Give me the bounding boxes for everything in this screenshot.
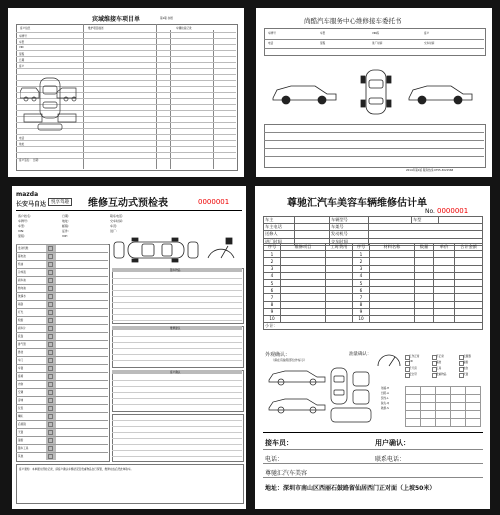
form-line bbox=[112, 342, 242, 343]
row-number: 8 bbox=[353, 301, 370, 308]
option-label: 安全带 bbox=[409, 373, 417, 376]
checkbox[interactable] bbox=[48, 318, 53, 323]
checklist-item: 空调 bbox=[18, 390, 24, 394]
checklist-line bbox=[16, 292, 108, 293]
header-cell: 序号 bbox=[264, 244, 281, 251]
phone-label: 电话： bbox=[265, 456, 284, 463]
damage-grid-cell[interactable] bbox=[465, 418, 481, 427]
sheet1-title: 宾域维接车项目单 bbox=[92, 16, 141, 23]
checkbox[interactable] bbox=[48, 286, 53, 291]
checklist-line bbox=[16, 316, 108, 317]
option-label: 遥控 bbox=[436, 361, 442, 364]
checkbox[interactable] bbox=[48, 342, 53, 347]
form-line bbox=[112, 404, 242, 405]
cell: 车主 bbox=[264, 217, 295, 224]
info-label: 车牌号： bbox=[18, 219, 31, 223]
sheet3-footer: 客户须知：本单据为预检记录，请客户确认车辆状况及贵重物品自行保管，维修完成后凭此单取车。 bbox=[19, 468, 134, 471]
checklist-line bbox=[16, 276, 108, 277]
vehicle-info-table bbox=[263, 216, 483, 246]
option-label: 贵重物品 bbox=[436, 373, 447, 376]
row-number: 6 bbox=[353, 287, 370, 294]
row-number: 10 bbox=[353, 315, 370, 322]
form-line bbox=[112, 308, 242, 309]
sheet-vehicle-intake bbox=[8, 8, 244, 177]
form-line bbox=[112, 380, 242, 381]
checklist-line bbox=[16, 436, 108, 437]
checklist-line bbox=[16, 420, 108, 421]
row-number: 8 bbox=[264, 301, 281, 308]
header-cell: 合计金额 bbox=[455, 244, 483, 251]
row-number: 2 bbox=[264, 258, 281, 265]
checklist-line bbox=[16, 252, 108, 253]
header-cell: 数量 bbox=[415, 244, 434, 251]
checkbox[interactable] bbox=[48, 350, 53, 355]
checklist-line bbox=[16, 428, 108, 429]
checklist-line bbox=[16, 284, 108, 285]
form-line bbox=[112, 360, 242, 361]
form-line bbox=[112, 320, 242, 321]
option-label: CD bbox=[409, 360, 413, 363]
cell: 发动机号 bbox=[330, 231, 369, 238]
checklist-item: 转向油 bbox=[18, 286, 26, 290]
info-label: 日期： bbox=[62, 214, 72, 218]
row-number: 2 bbox=[353, 258, 370, 265]
row-line bbox=[16, 56, 236, 57]
table-row bbox=[264, 301, 483, 308]
row-number: 3 bbox=[264, 265, 281, 272]
sheet1-row-label: 日期 bbox=[19, 59, 25, 62]
checkbox[interactable] bbox=[48, 262, 53, 267]
checklist-item: 机油 bbox=[18, 262, 24, 266]
option-label: 千斤顶 bbox=[409, 367, 417, 370]
fuel-label: 油量确认： bbox=[349, 352, 372, 357]
checkbox[interactable] bbox=[48, 358, 53, 363]
company-name: 尊驰汇汽车美容 bbox=[265, 470, 308, 477]
header-cell: 材料名称 bbox=[370, 244, 415, 251]
car-top-diagram bbox=[356, 68, 396, 116]
no-label: No. bbox=[425, 208, 435, 215]
form-line bbox=[112, 284, 242, 285]
row-line bbox=[16, 140, 236, 141]
checklist-line bbox=[16, 340, 108, 341]
info-label: 联系电话： bbox=[110, 214, 126, 218]
customer-confirm-label: 用户确认： bbox=[375, 439, 410, 447]
checklist-item: 座椅 bbox=[18, 374, 24, 378]
sheet2-title: 尚酷汽车服务中心维修接车委托书 bbox=[304, 17, 402, 25]
checklist-line bbox=[16, 452, 108, 453]
checklist-line bbox=[16, 268, 108, 269]
checkbox[interactable] bbox=[48, 366, 53, 371]
checklist-item: 音响 bbox=[18, 398, 24, 402]
info-label: 证件： bbox=[62, 229, 72, 233]
cell: 车辆型号 bbox=[330, 217, 369, 224]
option-label: 天窗 bbox=[463, 373, 469, 376]
form-line bbox=[112, 450, 242, 451]
info-label: VIN： bbox=[18, 229, 27, 233]
table-row bbox=[264, 272, 483, 279]
form-line bbox=[112, 302, 242, 303]
sheet2-label: VIN码 bbox=[372, 32, 380, 35]
sheet2-label: 车型 bbox=[320, 32, 326, 35]
checklist-line bbox=[16, 364, 108, 365]
row-number: 10 bbox=[264, 315, 281, 322]
contact-phone-label: 联系电话： bbox=[375, 456, 406, 463]
row-line bbox=[16, 146, 236, 147]
form-line bbox=[112, 278, 242, 279]
form-line bbox=[112, 420, 242, 421]
checkbox[interactable] bbox=[48, 310, 53, 315]
option-label: 工具 bbox=[436, 367, 442, 370]
exterior-note: （请在有缺陷部位作标示） bbox=[271, 358, 308, 362]
checkbox[interactable] bbox=[48, 334, 53, 339]
row-number: 4 bbox=[264, 272, 281, 279]
form-line bbox=[112, 314, 242, 315]
option-label: 工作正常 bbox=[409, 355, 420, 358]
checklist-item: 轮胎 bbox=[18, 318, 24, 322]
form-line bbox=[112, 456, 242, 457]
checkbox[interactable] bbox=[48, 374, 53, 379]
info-label: 交车时间： bbox=[110, 219, 126, 223]
info-label: 车况： bbox=[110, 224, 120, 228]
checklist-line bbox=[16, 356, 108, 357]
checkbox[interactable] bbox=[48, 446, 53, 451]
fuel-gauge-icon bbox=[204, 236, 238, 262]
subtotal: 小计： bbox=[264, 323, 483, 330]
row-number: 1 bbox=[264, 251, 281, 258]
checkbox[interactable] bbox=[48, 302, 53, 307]
checklist-line bbox=[16, 396, 108, 397]
checklist-item: 车门 bbox=[18, 358, 24, 362]
cell: 车型 bbox=[412, 217, 439, 224]
option-label: 备胎 bbox=[463, 361, 469, 364]
row-line bbox=[16, 62, 236, 63]
form-line bbox=[112, 386, 242, 387]
row-number: 4 bbox=[353, 272, 370, 279]
checklist-item: 刹车片 bbox=[18, 326, 26, 330]
legend-item: 凹陷-A bbox=[381, 392, 389, 395]
row-number: 7 bbox=[353, 294, 370, 301]
section-label: 客户确认 bbox=[170, 371, 181, 374]
form-line bbox=[112, 296, 242, 297]
checklist-item: 灯光 bbox=[18, 310, 24, 314]
info-label: 客户姓名： bbox=[18, 214, 34, 218]
sheet1-row-label: 车牌号 bbox=[19, 35, 27, 38]
checklist-line bbox=[16, 380, 108, 381]
row-line bbox=[16, 68, 236, 69]
info-label: 进厂： bbox=[110, 229, 120, 233]
form-line bbox=[112, 290, 242, 291]
car-diagram bbox=[112, 236, 200, 264]
sheet-repair-estimate bbox=[255, 186, 490, 509]
table-row bbox=[264, 315, 483, 322]
sheet2-label: 电话 bbox=[268, 42, 274, 45]
damage-grid-cell[interactable] bbox=[450, 418, 466, 427]
form-line bbox=[112, 354, 242, 355]
damage-grid-cell[interactable] bbox=[435, 418, 451, 427]
car-side-diagram bbox=[270, 80, 340, 106]
form-line bbox=[112, 348, 242, 349]
checklist-item: 天窗 bbox=[18, 430, 24, 434]
sheet1-row-label: 电话 bbox=[19, 137, 25, 140]
form-line bbox=[112, 398, 242, 399]
row-number: 3 bbox=[353, 265, 370, 272]
checkbox[interactable] bbox=[48, 278, 53, 283]
checklist-item: 雨刮 bbox=[18, 302, 24, 306]
cell: 车架号 bbox=[330, 224, 369, 231]
table-row bbox=[264, 265, 483, 272]
info-label: 邮箱： bbox=[62, 224, 72, 228]
checklist-line bbox=[16, 324, 108, 325]
car-diagram bbox=[20, 74, 80, 132]
sheet2-label: 交车时间 bbox=[424, 42, 435, 45]
row-line bbox=[16, 50, 236, 51]
checklist-item: 喇叭 bbox=[18, 414, 24, 418]
sheet1-col-header-2: 维护项目描述 bbox=[88, 27, 104, 30]
reception-label: 接车员： bbox=[265, 439, 293, 447]
row-line bbox=[16, 134, 236, 135]
checklist-line bbox=[16, 244, 108, 245]
sheet1-row-label: 客户 bbox=[19, 65, 25, 68]
legend-item: 缺失-Q bbox=[381, 402, 390, 405]
checklist-line bbox=[16, 260, 108, 261]
info-label: VIP： bbox=[62, 234, 70, 238]
sheet1-row-label: VIN bbox=[19, 46, 24, 49]
checklist-item: 备胎 bbox=[18, 438, 24, 442]
row-line bbox=[16, 44, 236, 45]
table-row bbox=[264, 308, 483, 315]
row-number: 1 bbox=[353, 251, 370, 258]
checklist-item: 发动机舱 bbox=[18, 246, 29, 250]
checkbox[interactable] bbox=[48, 438, 53, 443]
checkbox[interactable] bbox=[48, 254, 53, 259]
form-line bbox=[112, 444, 242, 445]
row-line bbox=[16, 32, 236, 33]
legend-item: 破损-S bbox=[381, 407, 389, 410]
option-label: 不正常 bbox=[436, 355, 444, 358]
checklist-item: 底盘 bbox=[18, 334, 24, 338]
sheet2-label: 进厂时间 bbox=[372, 42, 383, 45]
checklist-line bbox=[16, 308, 108, 309]
cell: 交车时间 bbox=[330, 238, 369, 245]
section-label: 随车物品 bbox=[170, 269, 181, 272]
damage-grid-cell[interactable] bbox=[420, 418, 436, 427]
checklist-item: 随车工具 bbox=[18, 446, 29, 450]
info-label: 地址： bbox=[62, 219, 72, 223]
checklist-item: 悬挂 bbox=[18, 350, 24, 354]
sheet1-footer: 客户签名： 日期： bbox=[19, 159, 41, 162]
car-diagram bbox=[265, 366, 375, 428]
sheet-precheck bbox=[12, 186, 246, 509]
checkbox[interactable] bbox=[48, 422, 53, 427]
checkbox[interactable] bbox=[48, 246, 53, 251]
row-line bbox=[16, 152, 236, 153]
option-label: 点烟器 bbox=[463, 355, 471, 358]
sheet4-number: 0000001 bbox=[437, 207, 469, 215]
row-number: 9 bbox=[353, 308, 370, 315]
exterior-label: 外观确认： bbox=[265, 352, 291, 358]
checklist-item: 玻璃水 bbox=[18, 294, 26, 298]
legend-item: 划痕-H bbox=[381, 387, 390, 390]
info-label: 里程： bbox=[18, 234, 28, 238]
sheet1-col-header-1: 客户信息 bbox=[20, 27, 31, 30]
checklist-item: 车窗 bbox=[18, 366, 24, 370]
section-label: 维修建议 bbox=[170, 327, 181, 330]
cell: 车主电话 bbox=[264, 224, 295, 231]
checkbox[interactable] bbox=[48, 398, 53, 403]
sheet1-row-label: 地址 bbox=[19, 143, 25, 146]
checkbox[interactable] bbox=[48, 414, 53, 419]
checklist-item: 其他 bbox=[18, 454, 24, 458]
header-cell: 序号 bbox=[353, 244, 370, 251]
sheet3-title: 维修互动式预检表 bbox=[88, 198, 168, 209]
address: 地址：深圳市南山区西丽石鼓路留仙居西门正对面（上坡50米） bbox=[265, 485, 436, 492]
checkbox[interactable] bbox=[48, 454, 53, 459]
row-line bbox=[16, 38, 236, 39]
form-line bbox=[112, 392, 242, 393]
cell: 进厂时间 bbox=[264, 238, 295, 245]
row-number: 5 bbox=[353, 279, 370, 286]
table-row bbox=[264, 287, 483, 294]
checklist-item: 刹车油 bbox=[18, 278, 26, 282]
sheet3-number: 0000001 bbox=[198, 198, 230, 206]
checklist-item: 仪表 bbox=[18, 406, 24, 410]
row-number: 9 bbox=[264, 308, 281, 315]
sheet1-subtitle: 第1联 存根 bbox=[160, 17, 173, 20]
checklist-line bbox=[16, 300, 108, 301]
checkbox[interactable] bbox=[48, 294, 53, 299]
checkbox[interactable] bbox=[48, 270, 53, 275]
checklist-item: 冷却液 bbox=[18, 270, 26, 274]
sheet-service-order bbox=[256, 8, 492, 177]
row-line bbox=[16, 158, 236, 159]
table-row bbox=[264, 279, 483, 286]
sheet1-col-header-3: 车辆检查记录 bbox=[176, 27, 192, 30]
estimate-table bbox=[263, 243, 483, 330]
checklist-line bbox=[16, 348, 108, 349]
checklist-item: 蓄电池 bbox=[18, 254, 26, 258]
checklist-item: 后视镜 bbox=[18, 422, 26, 426]
table-row bbox=[264, 294, 483, 301]
dealer-name: 长安马自达 bbox=[16, 201, 47, 208]
checklist-item: 排气管 bbox=[18, 342, 26, 346]
checkbox[interactable] bbox=[48, 390, 53, 395]
checklist-line bbox=[16, 404, 108, 405]
sheet2-footer: 2014年第1版 服务热线:0755-3021568 bbox=[406, 169, 454, 172]
row-number: 7 bbox=[264, 294, 281, 301]
sheet4-title: 尊驰汇汽车美容车辆维修估计单 bbox=[287, 198, 427, 209]
table-row bbox=[264, 251, 483, 258]
checkbox[interactable] bbox=[48, 382, 53, 387]
checklist-item: 内饰 bbox=[18, 382, 24, 386]
table-row bbox=[264, 258, 483, 265]
checklist-line bbox=[16, 444, 108, 445]
form-line bbox=[112, 336, 242, 337]
car-side-diagram bbox=[406, 80, 476, 106]
sheet1-row-label: 车型 bbox=[19, 41, 25, 44]
form-line bbox=[112, 438, 242, 439]
cell: 送修人 bbox=[264, 231, 295, 238]
form-line bbox=[112, 432, 242, 433]
checklist-line bbox=[16, 412, 108, 413]
info-label: 车型： bbox=[18, 224, 28, 228]
header-cell: 维修项目 bbox=[281, 244, 326, 251]
damage-grid-cell[interactable] bbox=[405, 418, 421, 427]
header-cell: 工时费用 bbox=[326, 244, 353, 251]
sheet2-label: 车牌号 bbox=[268, 32, 276, 35]
checklist-line bbox=[16, 372, 108, 373]
option-label: 电台 bbox=[463, 367, 469, 370]
row-number: 5 bbox=[264, 279, 281, 286]
sheet2-label: 里程 bbox=[320, 42, 326, 45]
legend-item: 裂纹-L bbox=[381, 397, 389, 400]
slogan-badge: 悦享驾趣 bbox=[48, 198, 72, 206]
checkbox[interactable] bbox=[48, 406, 53, 411]
header-cell: 单价 bbox=[434, 244, 455, 251]
checklist-line bbox=[16, 388, 108, 389]
checkbox[interactable] bbox=[48, 430, 53, 435]
sheet2-label: 客户 bbox=[424, 32, 430, 35]
checkbox[interactable] bbox=[48, 326, 53, 331]
fuel-gauge-icon bbox=[375, 350, 403, 368]
checklist-line bbox=[16, 332, 108, 333]
mazda-logo: mazda bbox=[16, 191, 39, 198]
sheet1-row-label: 里程 bbox=[19, 53, 25, 56]
form-line bbox=[112, 426, 242, 427]
row-number: 6 bbox=[264, 287, 281, 294]
